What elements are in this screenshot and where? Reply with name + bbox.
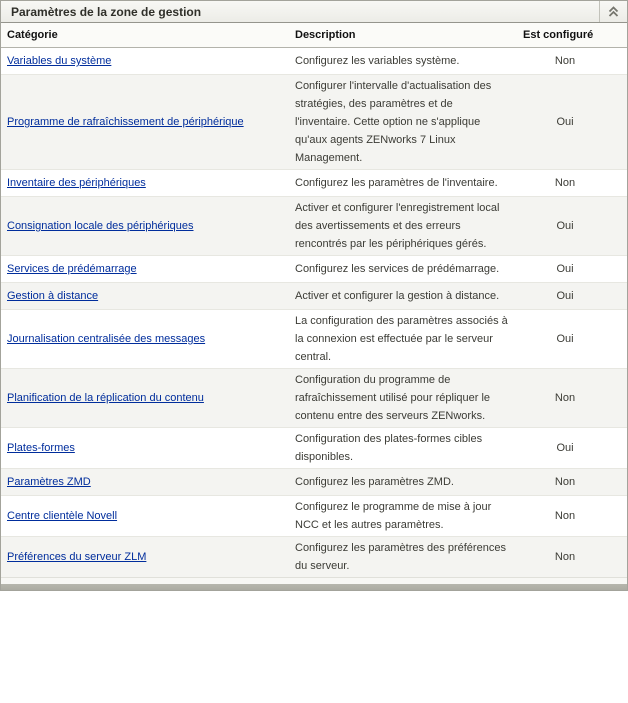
configured-value: Oui (556, 263, 574, 275)
panel-footer-bar (1, 577, 627, 590)
configured-value: Oui (556, 333, 574, 345)
category-link[interactable]: Services de prédémarrage (7, 263, 137, 275)
description-cell: Configurez les paramètres de l'inventaire. (295, 177, 498, 189)
panel-title-bar (1, 1, 627, 23)
category-link[interactable]: Centre clientèle Novell (7, 510, 118, 522)
table-row (1, 496, 627, 537)
configured-value: Non (554, 476, 576, 488)
category-link[interactable]: Préférences du serveur ZLM (7, 551, 147, 563)
description-cell: Configurez les paramètres ZMD. (295, 476, 454, 488)
description-cell: Configuration du programme de rafraîchissement utilisé pour répliquer le contenu entre des serveurs ZENworks. (295, 374, 491, 422)
description-cell: Configurer l'intervalle d'actualisation des stratégies, des paramètres et de l'inventaire. Cette option ne s'applique qu'aux agents ZENworks 7 Linux Management. (295, 80, 492, 164)
table-row (1, 170, 627, 197)
description-cell: Configuration des plates-formes cibles disponibles. (295, 433, 483, 463)
configured-value: Oui (556, 290, 574, 302)
category-link[interactable]: Journalisation centralisée des messages (7, 333, 206, 345)
description-cell: Configurez les variables système. (295, 55, 460, 67)
description-cell: Activer et configurer la gestion à distance. (295, 290, 500, 302)
category-link[interactable]: Variables du système (7, 55, 112, 67)
double-chevron-up-icon (607, 6, 620, 18)
table-row (1, 469, 627, 496)
table-body (1, 48, 627, 577)
configured-value: Oui (556, 116, 574, 128)
configured-value: Non (554, 510, 576, 522)
panel-title: Paramètres de la zone de gestion (11, 5, 202, 19)
category-link[interactable]: Planification de la réplication du contenu (7, 392, 204, 404)
collapse-button[interactable] (599, 1, 627, 22)
table-row (1, 75, 627, 170)
category-link[interactable]: Paramètres ZMD (7, 476, 91, 488)
description-cell: Activer et configurer l'enregistrement local des avertissements et des erreurs rencontrés par les périphériques gérés. (295, 202, 500, 250)
configured-value: Oui (556, 442, 574, 454)
table-row (1, 48, 627, 75)
configured-value: Non (554, 392, 576, 404)
table-row (1, 310, 627, 369)
configured-value: Non (554, 55, 576, 67)
table-row (1, 537, 627, 577)
category-link[interactable]: Consignation locale des périphériques (7, 220, 194, 232)
configured-value: Non (554, 177, 576, 189)
description-cell: La configuration des paramètres associés à la connexion est effectuée par le serveur central. (295, 315, 508, 363)
category-link[interactable]: Inventaire des périphériques (7, 177, 146, 189)
description-cell: Configurez les paramètres des préférences du serveur. (295, 542, 506, 572)
table-row (1, 197, 627, 256)
category-link[interactable]: Gestion à distance (7, 290, 99, 302)
description-cell: Configurez le programme de mise à jour NCC et les autres paramètres. (295, 501, 492, 531)
description-cell: Configurez les services de prédémarrage. (295, 263, 500, 275)
table-row (1, 256, 627, 283)
configured-value: Oui (556, 220, 574, 232)
header-description: Description (295, 29, 356, 41)
table-header-row (1, 23, 627, 48)
header-category: Catégorie (7, 29, 58, 41)
table-row (1, 283, 627, 310)
table-row (1, 428, 627, 469)
configured-value: Non (554, 551, 576, 563)
category-link[interactable]: Programme de rafraîchissement de périphérique (7, 116, 244, 128)
table-row (1, 369, 627, 428)
header-configured: Est configuré (523, 29, 594, 41)
category-link[interactable]: Plates-formes (7, 442, 75, 454)
